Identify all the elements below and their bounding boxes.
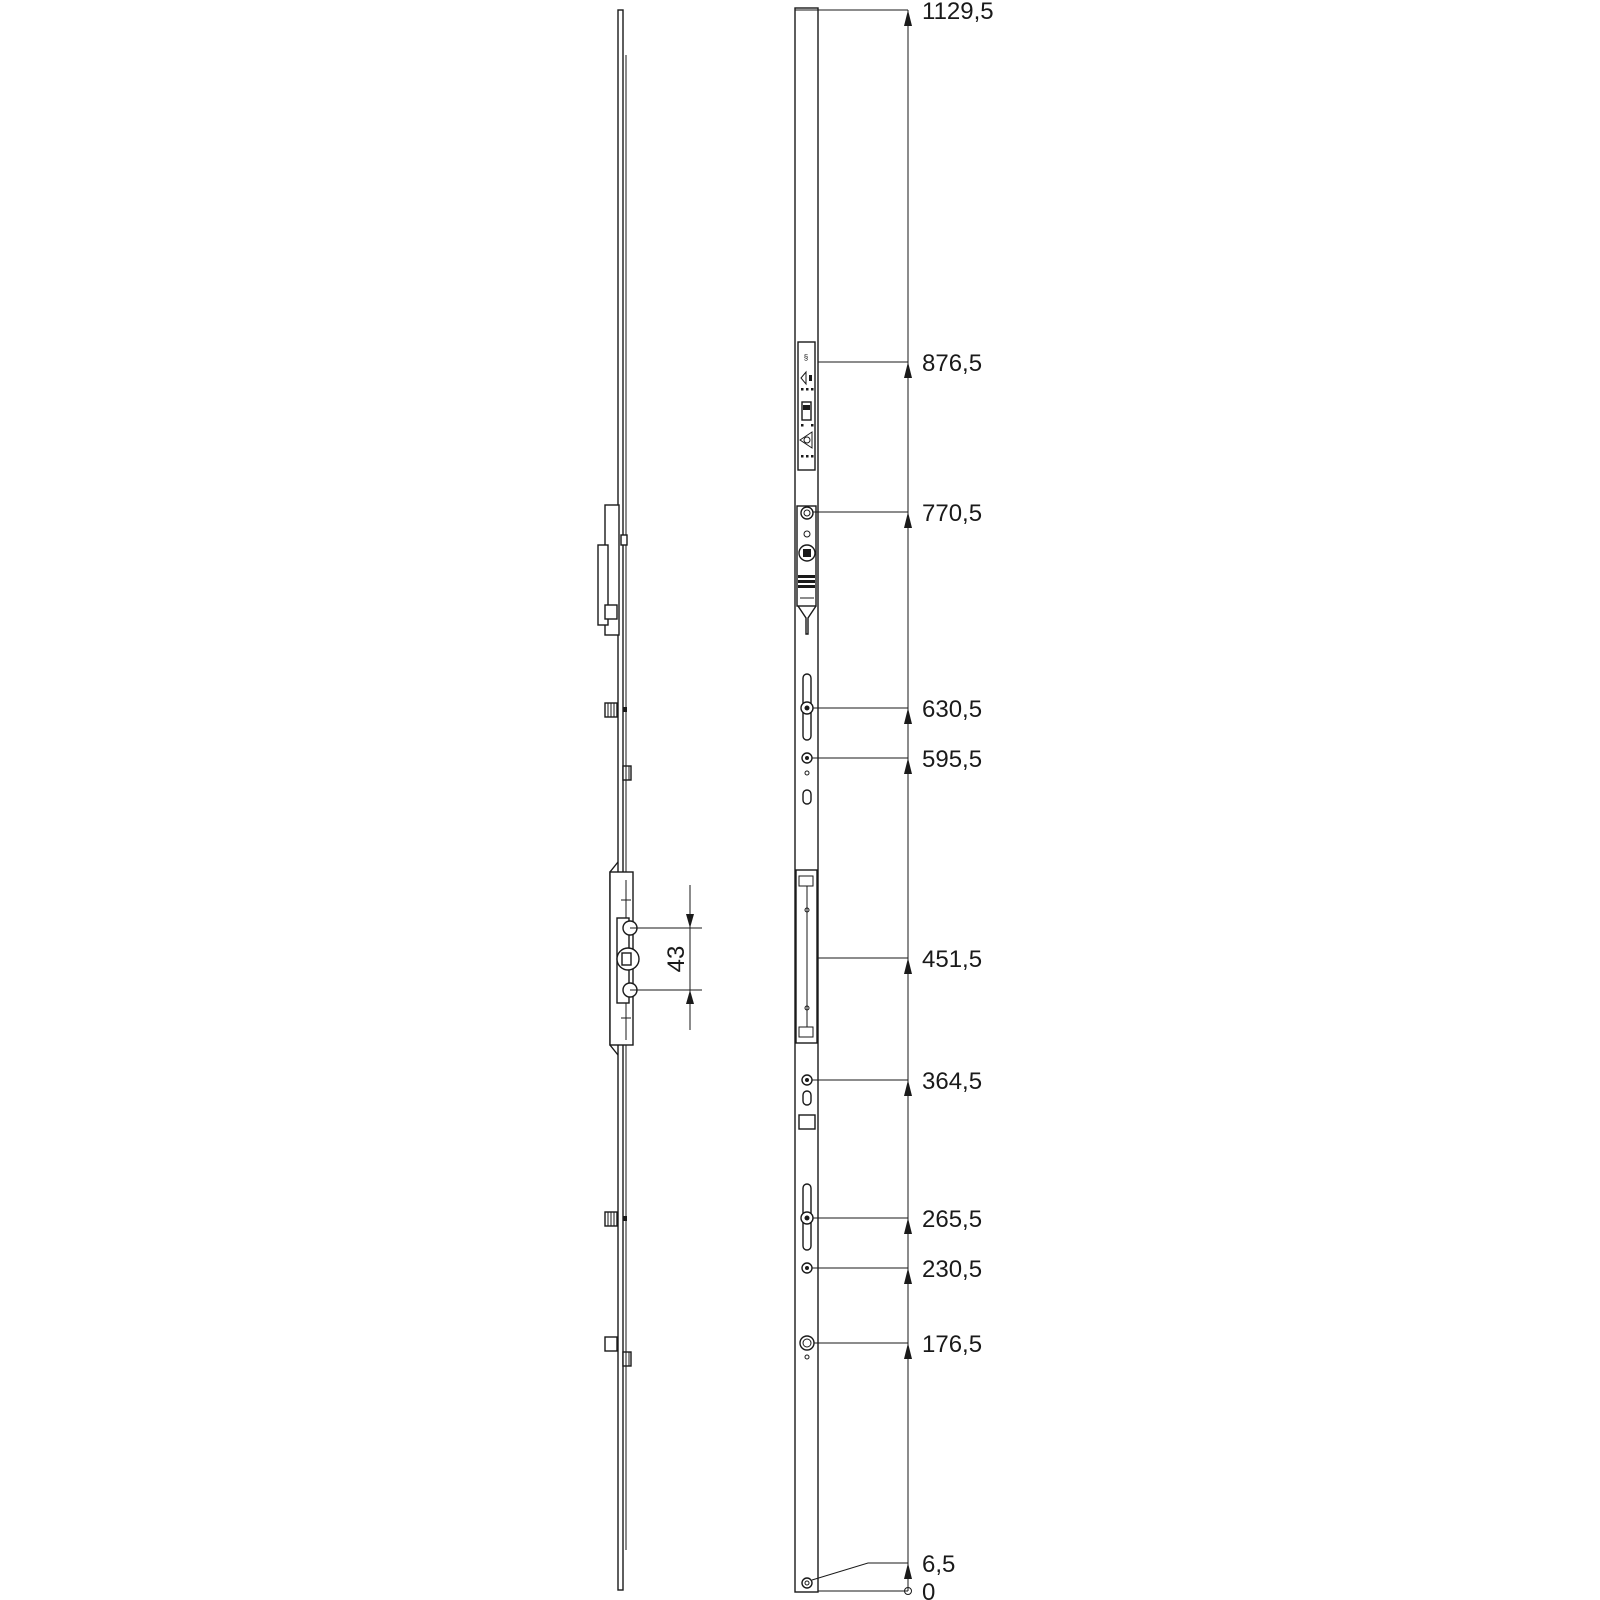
dim-label-265-5: 265,5 bbox=[922, 1206, 983, 1233]
dim-label-876-5: 876,5 bbox=[922, 350, 983, 377]
side-cam-1 bbox=[605, 703, 627, 717]
backset-label: 43 bbox=[663, 945, 690, 973]
dim-arrow-d_630_5 bbox=[904, 708, 912, 724]
dim-arrow-d_770_5 bbox=[904, 512, 912, 528]
dim-label-364-5: 364,5 bbox=[922, 1068, 983, 1095]
dim-arrow-d_451_5 bbox=[904, 958, 912, 974]
side-view bbox=[598, 10, 702, 1590]
dim-label-176-5: 176,5 bbox=[922, 1331, 983, 1358]
dim-arrow-d_1129_5 bbox=[904, 10, 912, 26]
dim-label-770-5: 770,5 bbox=[922, 500, 983, 527]
dim-label-630-5: 630,5 bbox=[922, 696, 983, 723]
dim-arrow-d_176_5 bbox=[904, 1343, 912, 1359]
svg-text:§: § bbox=[803, 353, 809, 362]
front-roller-630 bbox=[801, 674, 813, 740]
dim-label-1129-5: 1129,5 bbox=[922, 0, 994, 25]
front-roller-176 bbox=[800, 1336, 814, 1359]
side-cam-3 bbox=[605, 1212, 627, 1226]
dim-extension-d_6_5 bbox=[812, 1563, 908, 1580]
dimension-chain bbox=[795, 10, 912, 1595]
front-roller-595 bbox=[802, 753, 812, 804]
front-upper-lock bbox=[797, 506, 816, 634]
backset-dimension bbox=[630, 885, 702, 1030]
dim-arrow-d_230_5 bbox=[904, 1268, 912, 1284]
front-bottom-hole bbox=[802, 1578, 812, 1588]
dim-arrow-d_265_5 bbox=[904, 1218, 912, 1234]
side-faceplate bbox=[618, 10, 623, 1590]
dim-label-451-5: 451,5 bbox=[922, 946, 983, 973]
front-gearbox bbox=[796, 870, 817, 1043]
front-top-keep bbox=[798, 342, 815, 470]
side-gearbox bbox=[610, 862, 639, 1055]
front-view bbox=[795, 8, 818, 1592]
dim-arrow-d_364_5 bbox=[904, 1080, 912, 1096]
front-roller-265 bbox=[801, 1184, 813, 1250]
dim-arrow-d_595_5 bbox=[904, 758, 912, 774]
dim-label-230-5: 230,5 bbox=[922, 1256, 983, 1283]
dim-label-595-5: 595,5 bbox=[922, 746, 983, 773]
dim-arrow-d_876_5 bbox=[904, 362, 912, 378]
front-roller-230 bbox=[802, 1263, 812, 1273]
front-roller-364 bbox=[799, 1075, 815, 1129]
dim-label-6-5: 6,5 bbox=[922, 1551, 956, 1578]
front-faceplate bbox=[795, 8, 818, 1592]
side-cam-2 bbox=[623, 766, 631, 780]
dimension-labels bbox=[922, 0, 994, 1600]
dim-arrow-d_6_5 bbox=[904, 1563, 912, 1579]
dim-label-0: 0 bbox=[922, 1579, 936, 1600]
